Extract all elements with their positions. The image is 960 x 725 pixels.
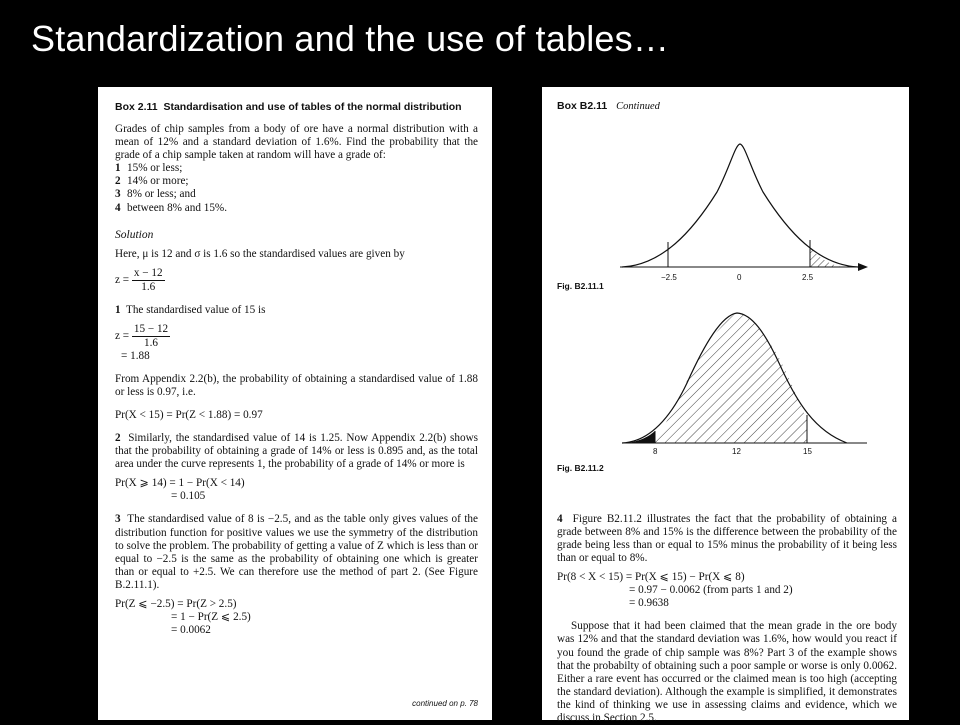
equation-part3-result: = 0.0062	[171, 623, 211, 636]
problem-list	[115, 162, 478, 214]
right-tail-shade	[810, 247, 842, 267]
slide-title: Standardization and the use of tables…	[31, 18, 670, 59]
equation-part4: Pr(8 < X < 15) = Pr(X ⩽ 15) − Pr(X ⩽ 8)	[557, 571, 745, 584]
tick-label: 2.5	[802, 273, 814, 282]
figure-label: Fig. B2.11.1	[557, 281, 604, 291]
axis-arrow-icon	[858, 263, 868, 271]
equation-part4-step: = 0.97 − 0.0062 (from parts 1 and 2)	[629, 584, 793, 597]
tick-label: 12	[732, 447, 741, 456]
problem-intro: Grades of chip samples from a body of ore have a normal distribution with a mean of 12% and a standard deviation of 1.6%. Find the probability that the grade of a chip sample taken at random will have a grade of:	[115, 123, 478, 162]
box-title: Standardisation and use of tables of the normal distribution	[163, 101, 462, 113]
tick-label: 15	[803, 447, 812, 456]
equation-standardise: z = $\frac{x - 12}{1.6}$	[115, 266, 163, 293]
normal-curve	[622, 144, 858, 267]
list-item: 1 15% or less;	[115, 162, 183, 175]
tick-label: −2.5	[661, 273, 677, 282]
figure-grade-distribution	[547, 303, 887, 455]
equation-part1-prob: Pr(X < 15) = Pr(Z < 1.88) = 0.97	[115, 409, 263, 422]
box-continued: Continued	[616, 101, 660, 112]
solution-heading: Solution	[115, 228, 154, 241]
list-item: 3 8% or less; and	[115, 188, 196, 201]
right-page-scan	[542, 87, 909, 725]
left-page-scan	[98, 87, 492, 720]
tick-label: 0	[737, 273, 742, 282]
equation-part2-result: = 0.105	[171, 490, 206, 503]
continued-note: continued on p. 78	[412, 699, 478, 708]
box-number: Box 2.11	[115, 101, 158, 113]
closing-paragraph: Suppose that it had been claimed that the mean grade in the ore body was 12% and that the standard deviation was 1.6%, how would you react if you found the grade of chip sample was 8%? Part 3 of the example shows that the probabilty of obtaining such a poor sample or worse is only 0.0062. Either a rare event has occurred or the claimed mean is too high (accepting the standard deviation). Although the example is simplified, it demonstrates the kind of thinking we use in assessing claims and evidence, which we discuss in Section 2.5.	[557, 620, 897, 725]
figure-label: Fig. B2.11.2	[557, 463, 604, 473]
figure-standard-normal	[552, 122, 892, 282]
middle-area-shade	[655, 313, 807, 443]
equation-part1-result: = 1.88	[121, 349, 150, 362]
equation-part1: z = $\frac{15 - 12}{1.6}$	[115, 322, 169, 349]
part2-text: 2 Similarly, the standardised value of 14 is 1.25. Now Appendix 2.2(b) shows that the probability of obtaining a grade of 14% or less is 0.895 and, as the total area under the curve represents 1, the probability of a grade of 14% or more is	[115, 432, 479, 471]
box-header	[115, 101, 478, 113]
box-number: Box B2.11	[557, 100, 608, 112]
equation-part3: Pr(Z ⩽ −2.5) = Pr(Z > 2.5)	[115, 597, 237, 610]
list-item: 2 14% or more;	[115, 175, 189, 188]
appendix-text: From Appendix 2.2(b), the probability of obtaining a standardised value of 1.88 or less is 0.97, i.e.	[115, 372, 478, 399]
part1-text: 1 The standardised value of 15 is	[115, 303, 266, 316]
list-item: 4 between 8% and 15%.	[115, 201, 228, 214]
solution-intro: Here, μ is 12 and σ is 1.6 so the standardised values are given by	[115, 247, 405, 260]
equation-part4-result: = 0.9638	[629, 597, 669, 610]
part3-text: 3 The standardised value of 8 is −2.5, and as the table only gives values of the distribution function for positive values we use the symmetry of the distribution to solve the problem. The probability of getting a value of Z which is less than or equal to −2.5 is the same as the probability of obtaining one which is greater than or equal to +2.5. We can therefore use the method of part 2. (See Figure B.2.11.1).	[115, 513, 478, 591]
tick-label: 8	[653, 447, 658, 456]
part4-text: 4 Figure B2.11.2 illustrates the fact that the probability of obtaining a grade between 8% and 15% is the difference between the probability of the grade being less than or equal to 15% minus the probability of it being less than or equal to 8%.	[557, 513, 897, 565]
equation-part2: Pr(X ⩾ 14) = 1 − Pr(X < 14)	[115, 477, 245, 490]
box-header-continued	[557, 100, 897, 112]
equation-part3-step: = 1 − Pr(Z ⩽ 2.5)	[171, 610, 251, 623]
